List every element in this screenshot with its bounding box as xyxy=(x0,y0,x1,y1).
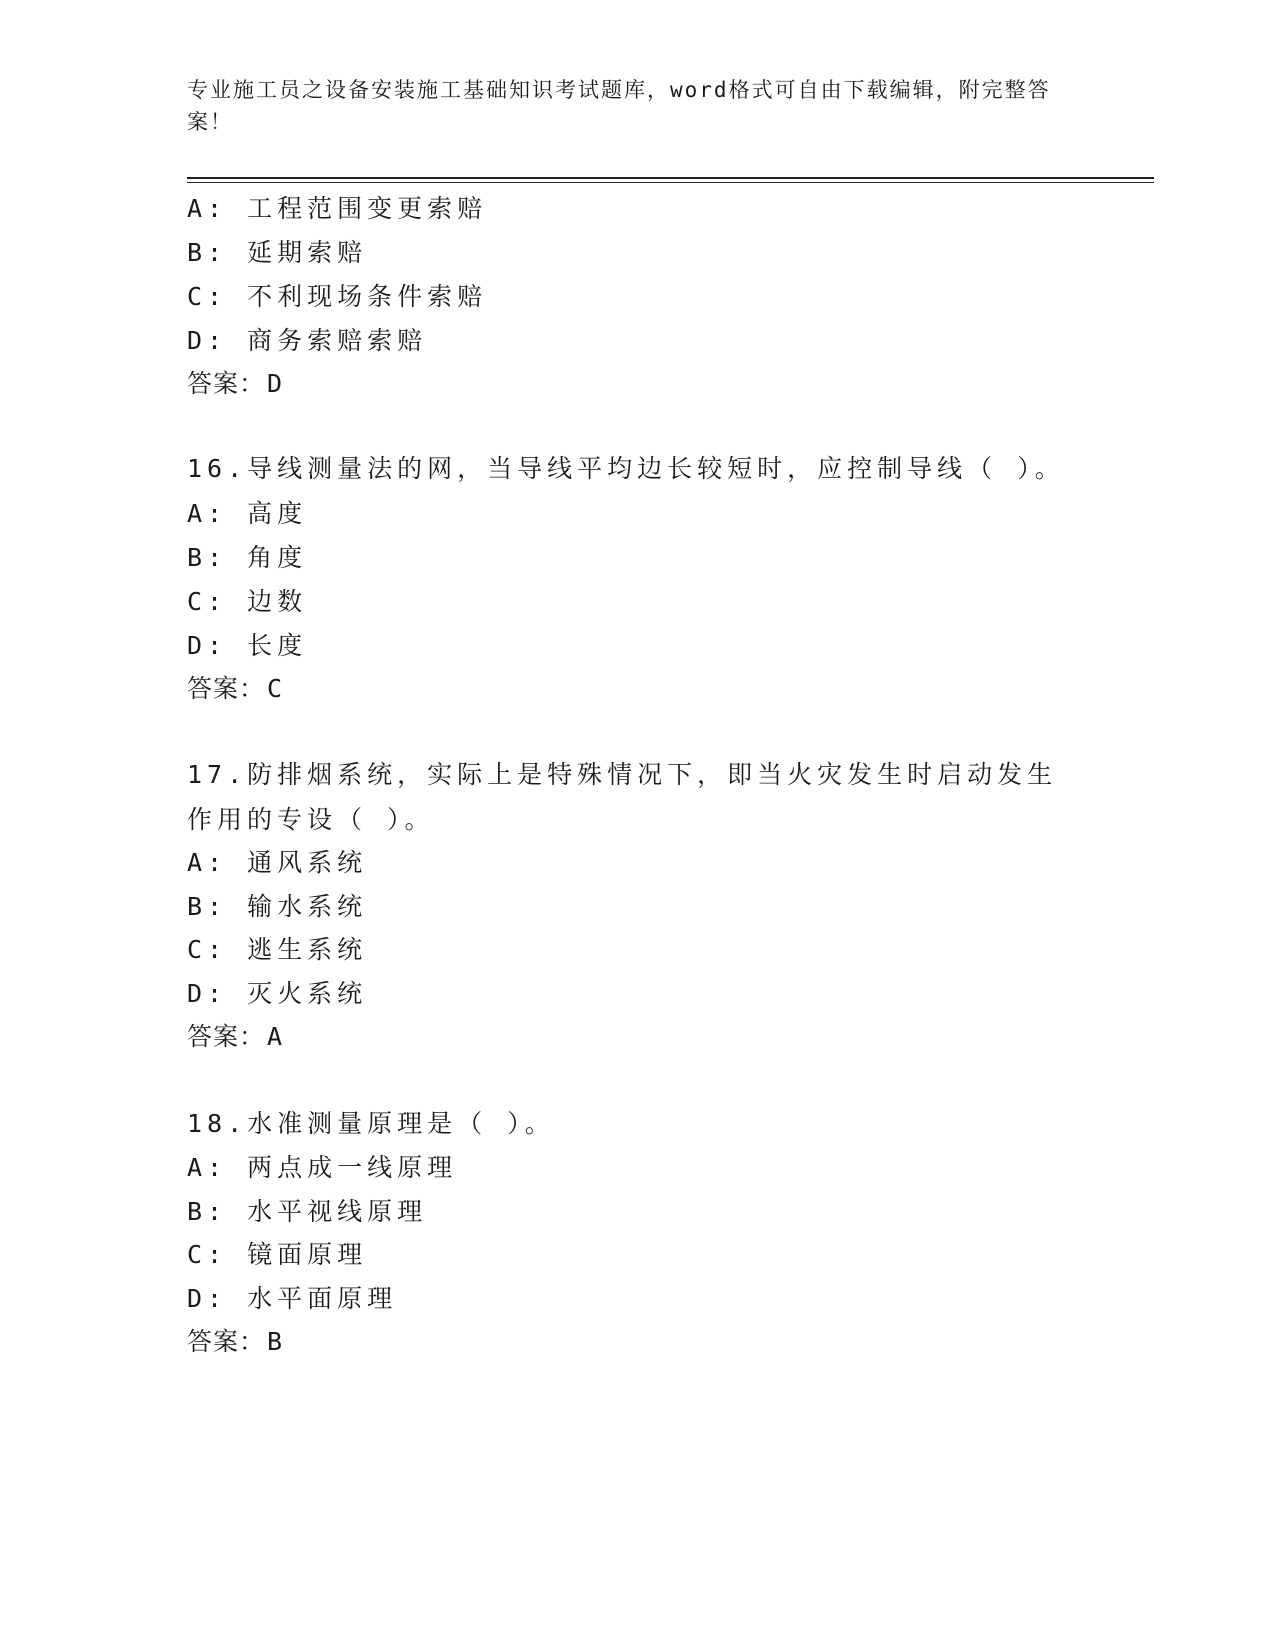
document-header: 专业施工员之设备安装施工基础知识考试题库，word格式可自由下载编辑，附完整答案！ xyxy=(187,78,1051,134)
answer-label: 答案： xyxy=(187,369,266,398)
option-a: A: 通风系统 xyxy=(187,848,368,877)
question-text: 18.水准测量原理是（ ）。 xyxy=(187,1109,555,1138)
option-d: D: 长度 xyxy=(187,631,308,660)
answer-line xyxy=(187,1327,283,1357)
option-c: C: 边数 xyxy=(187,587,308,616)
answer-value: B xyxy=(267,1327,284,1356)
option-d: D: 商务索赔索赔 xyxy=(187,326,428,355)
option-a: A: 工程范围变更索赔 xyxy=(187,194,488,223)
question-text: 16.导线测量法的网，当导线平均边长较短时，应控制导线（ ）。 xyxy=(187,454,1065,483)
answer-line xyxy=(187,674,283,704)
option-c: C: 不利现场条件索赔 xyxy=(187,282,488,311)
answer-line xyxy=(187,1022,283,1052)
header-divider-thick xyxy=(187,177,1154,179)
option-d: D: 灭火系统 xyxy=(187,979,368,1008)
option-b: B: 输水系统 xyxy=(187,892,368,921)
answer-value: A xyxy=(267,1022,284,1051)
answer-label: 答案： xyxy=(187,674,266,703)
question-text: 17.防排烟系统，实际上是特殊情况下，即当火灾发生时启动发生作用的专设（ ）。 xyxy=(187,760,1058,834)
answer-line xyxy=(187,369,283,399)
option-d: D: 水平面原理 xyxy=(187,1284,398,1313)
option-c: C: 镜面原理 xyxy=(187,1240,368,1269)
answer-value: D xyxy=(267,369,284,398)
option-a: A: 两点成一线原理 xyxy=(187,1153,458,1182)
answer-label: 答案： xyxy=(187,1022,266,1051)
option-a: A: 高度 xyxy=(187,499,308,528)
option-c: C: 逃生系统 xyxy=(187,935,368,964)
option-b: B: 水平视线原理 xyxy=(187,1197,428,1226)
option-b: B: 延期索赔 xyxy=(187,238,368,267)
header-divider-thin xyxy=(187,182,1154,183)
answer-label: 答案： xyxy=(187,1327,266,1356)
option-b: B: 角度 xyxy=(187,543,308,572)
answer-value: C xyxy=(267,674,284,703)
